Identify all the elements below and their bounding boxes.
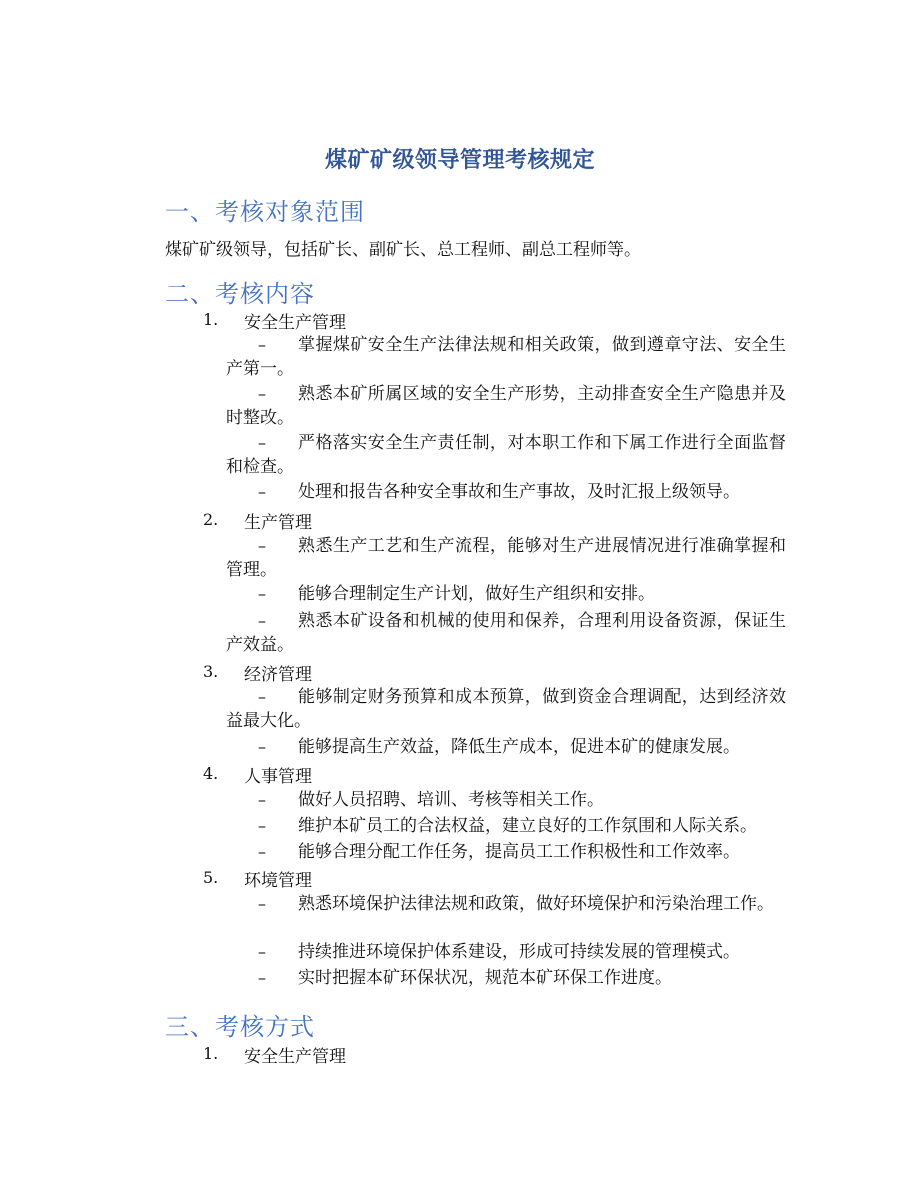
list-item: 做好人员招聘、培训、考核等相关工作。 — [298, 790, 604, 810]
item-number: 1. — [203, 310, 219, 329]
section-heading: 三、考核方式 — [165, 1013, 315, 1041]
item-label: 经济管理 — [244, 665, 312, 685]
document-title: 煤矿矿级领导管理考核规定 — [324, 147, 595, 173]
bullet-dash: – — [258, 611, 266, 630]
list-item: 能够合理制定生产计划，做好生产组织和安排。 — [298, 584, 655, 604]
bullet-dash: – — [258, 816, 266, 835]
item-label: 生产管理 — [244, 513, 312, 533]
bullet-dash: – — [258, 384, 266, 403]
list-item: 掌握煤矿安全生产法律法规和相关政策，做到遵章守法、安全生产第一。 — [226, 335, 786, 379]
bullet-dash: – — [258, 536, 266, 555]
list-item: 熟悉生产工艺和生产流程，能够对生产进展情况进行准确掌握和管理。 — [226, 536, 786, 580]
item-label: 人事管理 — [244, 767, 312, 787]
item-number: 4. — [203, 764, 219, 783]
list-item: 熟悉本矿设备和机械的使用和保养，合理利用设备资源，保证生产效益。 — [226, 611, 786, 655]
bullet-dash: – — [258, 942, 266, 961]
bullet-dash: – — [258, 894, 266, 913]
list-item: 严格落实安全生产责任制，对本职工作和下属工作进行全面监督和检查。 — [226, 433, 786, 477]
item-number: 5. — [203, 868, 219, 887]
section-paragraph: 煤矿矿级领导，包括矿长、副矿长、总工程师、副总工程师等。 — [165, 240, 641, 260]
list-item: 处理和报告各种安全事故和生产事故，及时汇报上级领导。 — [298, 482, 740, 502]
bullet-dash: – — [258, 433, 266, 452]
item-label: 环境管理 — [244, 871, 312, 891]
bullet-dash: – — [258, 687, 266, 706]
item-number: 3. — [203, 662, 219, 681]
bullet-dash: – — [258, 584, 266, 603]
bullet-dash: – — [258, 842, 266, 861]
bullet-dash: – — [258, 737, 266, 756]
bullet-dash: – — [258, 790, 266, 809]
list-item: 熟悉环境保护法律法规和政策，做好环境保护和污染治理工作。 — [298, 894, 774, 914]
item-number: 2. — [203, 510, 219, 529]
list-item: 熟悉本矿所属区域的安全生产形势，主动排查安全生产隐患并及时整改。 — [226, 384, 786, 428]
list-item: 能够制定财务预算和成本预算，做到资金合理调配，达到经济效益最大化。 — [226, 687, 786, 731]
item-label: 安全生产管理 — [244, 1047, 346, 1067]
list-item: 维护本矿员工的合法权益，建立良好的工作氛围和人际关系。 — [298, 816, 757, 836]
list-item: 能够提高生产效益，降低生产成本，促进本矿的健康发展。 — [298, 737, 740, 757]
item-label: 安全生产管理 — [244, 313, 346, 333]
bullet-dash: – — [258, 335, 266, 354]
section-heading: 一、考核对象范围 — [165, 198, 365, 226]
bullet-dash: – — [258, 968, 266, 987]
item-number: 1. — [203, 1044, 219, 1063]
list-item: 实时把握本矿环保状况，规范本矿环保工作进度。 — [298, 968, 672, 988]
section-heading: 二、考核内容 — [165, 280, 315, 308]
list-item: 持续推进环境保护体系建设，形成可持续发展的管理模式。 — [298, 942, 740, 962]
list-item: 能够合理分配工作任务，提高员工工作积极性和工作效率。 — [298, 842, 740, 862]
bullet-dash: – — [258, 482, 266, 501]
